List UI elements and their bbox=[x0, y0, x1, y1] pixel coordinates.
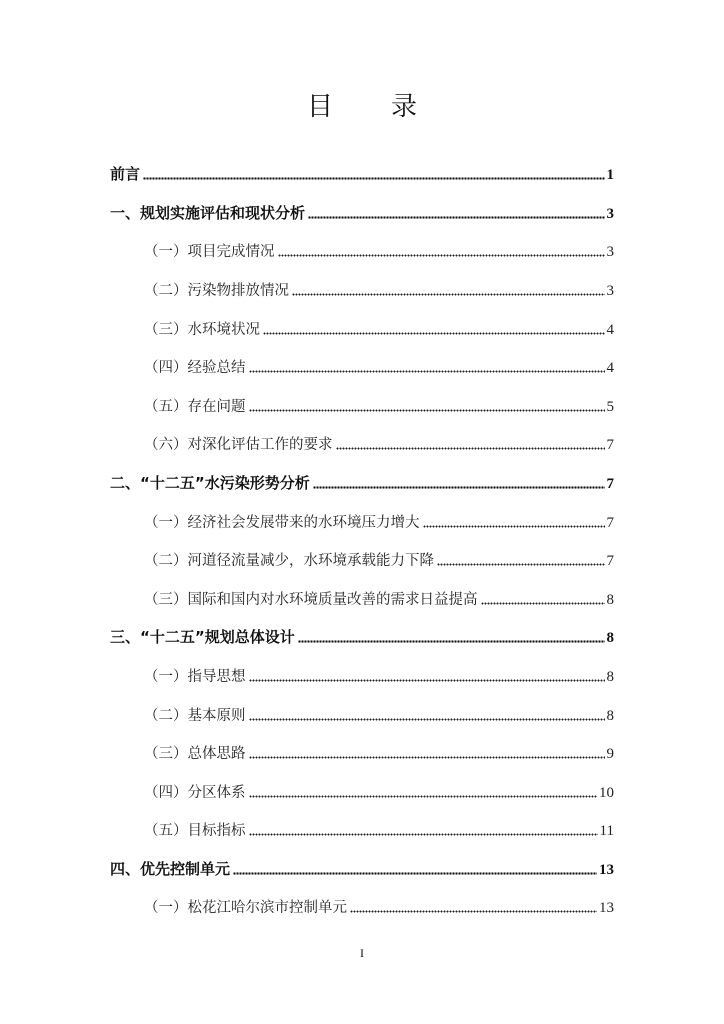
toc-subentry[interactable] bbox=[110, 662, 614, 686]
toc-entry-title: 前言 bbox=[110, 165, 141, 183]
toc-dot-leader bbox=[143, 172, 604, 180]
toc-entry-title: （一）经济社会发展带来的水环境压力增大 bbox=[144, 515, 420, 531]
toc-entry-page: 3 bbox=[606, 244, 614, 260]
toc-dot-leader bbox=[313, 481, 605, 489]
toc-subentry[interactable] bbox=[110, 508, 614, 532]
toc-subentry[interactable] bbox=[110, 546, 614, 570]
toc-subentry[interactable] bbox=[110, 276, 614, 300]
toc-dot-leader bbox=[278, 249, 605, 257]
toc-entry-title: （五）存在问题 bbox=[144, 399, 246, 415]
toc-dot-leader bbox=[308, 211, 604, 219]
toc-dot-leader bbox=[292, 288, 605, 296]
toc-dot-leader bbox=[249, 365, 605, 373]
toc-dot-leader bbox=[336, 442, 605, 450]
toc-entry-page: 10 bbox=[599, 785, 614, 801]
toc-entry-title: （五）目标指标 bbox=[144, 823, 246, 839]
page-number: I bbox=[360, 946, 364, 960]
toc-entry-title: （一）指导思想 bbox=[144, 669, 246, 685]
toc-entry-title: 四、优先控制单元 bbox=[110, 860, 231, 878]
toc-entry-title: （一）松花江哈尔滨市控制单元 bbox=[144, 900, 347, 916]
toc-subentry[interactable] bbox=[110, 701, 614, 725]
toc-entry-page: 4 bbox=[606, 360, 614, 376]
toc-dot-leader bbox=[423, 520, 605, 528]
toc-entry-title: （四）经验总结 bbox=[144, 360, 246, 376]
toc-dot-leader bbox=[298, 635, 605, 643]
toc-entry-page: 11 bbox=[599, 823, 614, 839]
toc-subentry[interactable] bbox=[110, 816, 614, 840]
toc-subentry[interactable] bbox=[110, 585, 614, 609]
toc-entry-title: 二、“十二五”水污染形势分析 bbox=[110, 474, 310, 492]
toc-entry-title: （二）污染物排放情况 bbox=[144, 283, 289, 299]
toc-entry-title: （六）对深化评估工作的要求 bbox=[144, 437, 333, 453]
toc-entry-title: （三）国际和国内对水环境质量改善的需求日益提高 bbox=[144, 592, 478, 608]
toc-entry-title: （一）项目完成情况 bbox=[144, 244, 275, 260]
toc-entry[interactable] bbox=[110, 855, 614, 879]
title-char-1: 目 bbox=[306, 92, 333, 122]
toc-entry-page: 1 bbox=[606, 167, 614, 183]
toc-entry-page: 7 bbox=[606, 553, 614, 569]
toc-subentry[interactable] bbox=[110, 353, 614, 377]
toc-entry-title: 三、“十二五”规划总体设计 bbox=[110, 628, 295, 646]
toc-entry-page: 13 bbox=[599, 862, 614, 878]
toc-entry[interactable] bbox=[110, 199, 614, 223]
toc-entry-page: 3 bbox=[606, 206, 614, 222]
toc-dot-leader bbox=[249, 713, 605, 721]
toc-subentry[interactable] bbox=[110, 237, 614, 261]
toc-dot-leader bbox=[249, 404, 605, 412]
toc-entry-title: （二）基本原则 bbox=[144, 708, 246, 724]
toc-entry-page: 8 bbox=[606, 708, 614, 724]
toc-entry-title: （三）总体思路 bbox=[144, 746, 246, 762]
toc-entry-page: 8 bbox=[606, 592, 614, 608]
toc-dot-leader bbox=[437, 558, 605, 566]
toc-entry-title: （三）水环境状况 bbox=[144, 322, 260, 338]
toc-dot-leader bbox=[249, 790, 598, 798]
toc-dot-leader bbox=[481, 597, 605, 605]
toc-entry[interactable] bbox=[110, 469, 614, 493]
toc-entry-page: 8 bbox=[606, 669, 614, 685]
toc-entry-page: 4 bbox=[606, 322, 614, 338]
toc-entry-page: 5 bbox=[606, 399, 614, 415]
toc-subentry[interactable] bbox=[110, 430, 614, 454]
toc-subentry[interactable] bbox=[110, 315, 614, 339]
toc-entry-page: 7 bbox=[606, 476, 614, 492]
title-char-2: 录 bbox=[391, 92, 418, 122]
toc-entry-page: 7 bbox=[606, 437, 614, 453]
toc-subentry[interactable] bbox=[110, 778, 614, 802]
toc-entry[interactable] bbox=[110, 160, 614, 184]
toc-entry-page: 7 bbox=[606, 515, 614, 531]
toc-dot-leader bbox=[249, 828, 598, 836]
toc-entry-title: （四）分区体系 bbox=[144, 785, 246, 801]
toc-entry-page: 13 bbox=[599, 900, 614, 916]
toc-entry[interactable] bbox=[110, 623, 614, 647]
toc-entry-page: 8 bbox=[606, 630, 614, 646]
toc-dot-leader bbox=[350, 905, 597, 913]
toc-dot-leader bbox=[249, 674, 605, 682]
page-title bbox=[0, 86, 724, 123]
toc-entry-page: 3 bbox=[606, 283, 614, 299]
toc-dot-leader bbox=[249, 751, 605, 759]
toc-subentry[interactable] bbox=[110, 893, 614, 917]
toc-entry-title: （二）河道径流量减少，水环境承载能力下降 bbox=[144, 553, 434, 569]
toc-dot-leader bbox=[233, 867, 597, 875]
toc-entry-title: 一、规划实施评估和现状分析 bbox=[110, 204, 306, 222]
toc-subentry[interactable] bbox=[110, 739, 614, 763]
toc-dot-leader bbox=[263, 327, 605, 335]
toc-entry-page: 9 bbox=[606, 746, 614, 762]
toc-subentry[interactable] bbox=[110, 392, 614, 416]
